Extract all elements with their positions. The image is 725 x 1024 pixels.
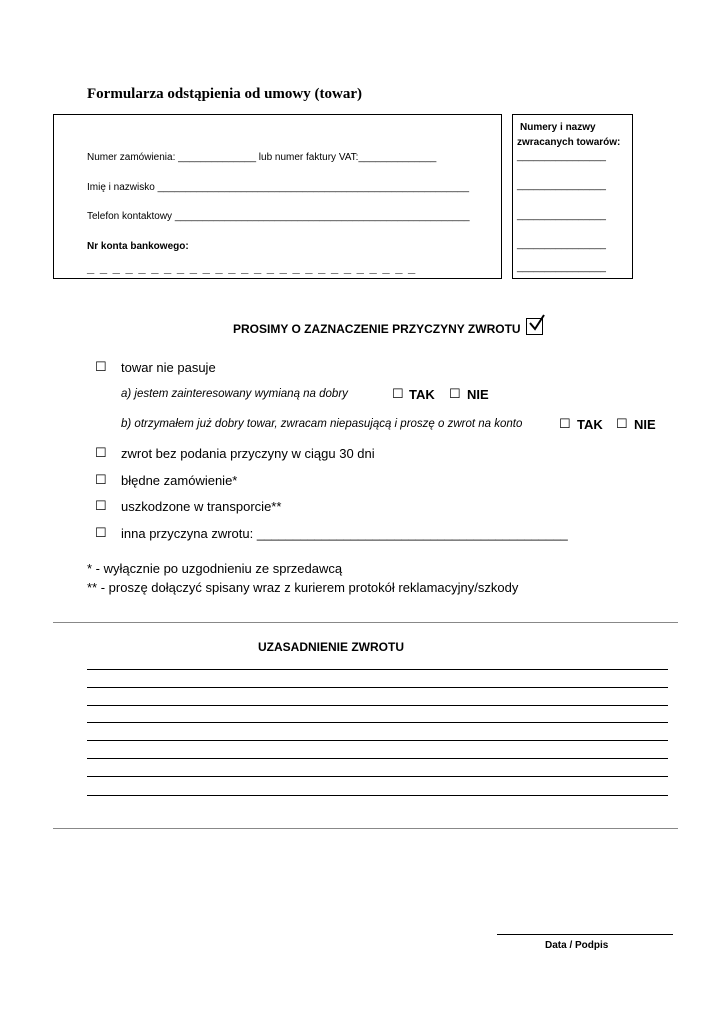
signature-label: Data / Podpis — [545, 940, 609, 951]
justification-line[interactable] — [87, 758, 668, 759]
order-number-field[interactable]: Numer zamówienia: ______________ lub numer faktury VAT:______________ — [87, 152, 437, 163]
divider — [53, 828, 678, 829]
form-title: Formularza odstąpienia od umowy (towar) — [87, 86, 362, 102]
justification-line[interactable] — [87, 722, 668, 723]
signature-line[interactable] — [497, 934, 673, 935]
bank-account-label: Nr konta bankowego: — [87, 241, 189, 252]
justification-heading: UZASADNIENIE ZWROTU — [258, 640, 404, 654]
checkbox-refund-yes[interactable]: ☐ — [559, 416, 571, 431]
divider — [53, 622, 678, 623]
reasons-heading — [233, 318, 543, 336]
customer-info-box — [53, 114, 502, 279]
reason-damaged: uszkodzone w transporcie** — [121, 499, 282, 514]
justification-line[interactable] — [87, 687, 668, 688]
bank-account-field[interactable]: _ _ _ _ _ _ _ _ _ _ _ _ _ _ _ _ _ _ _ _ _ _ _ _ _ _ — [87, 260, 417, 275]
returned-item-line[interactable]: ________________ — [517, 210, 606, 221]
refund-no-label: NIE — [634, 417, 656, 432]
justification-line[interactable] — [87, 740, 668, 741]
checkbox-not-fitting[interactable]: ☐ — [95, 359, 107, 374]
reason-no-reason: zwrot bez podania przyczyny w ciągu 30 dni — [121, 446, 375, 461]
returned-item-line[interactable]: ________________ — [517, 151, 606, 162]
phone-field[interactable]: Telefon kontaktowy _____________________________________________________ — [87, 211, 470, 222]
reasons-heading-text: PROSIMY O ZAZNACZENIE PRZYCZYNY ZWROTU — [233, 322, 521, 336]
checkbox-no-reason[interactable]: ☐ — [95, 445, 107, 460]
footnote-2: ** - proszę dołączyć spisany wraz z kurierem protokół reklamacyjny/szkody — [87, 580, 519, 595]
justification-line[interactable] — [87, 795, 668, 796]
justification-line[interactable] — [87, 669, 668, 670]
reason-exchange: a) jestem zainteresowany wymianą na dobry — [121, 388, 348, 400]
checkbox-other[interactable]: ☐ — [95, 525, 107, 540]
justification-line[interactable] — [87, 705, 668, 706]
checkbox-refund-no[interactable]: ☐ — [616, 416, 628, 431]
exchange-yes-label: TAK — [409, 387, 435, 402]
checked-box-icon — [526, 318, 543, 335]
reason-not-fitting: towar nie pasuje — [121, 360, 216, 375]
checkbox-wrong-order[interactable]: ☐ — [95, 472, 107, 487]
full-name-field[interactable]: Imię i nazwisko ________________________________________________________ — [87, 182, 470, 193]
exchange-no-label: NIE — [467, 387, 489, 402]
checkbox-damaged[interactable]: ☐ — [95, 498, 107, 513]
checkbox-exchange-no[interactable]: ☐ — [449, 386, 461, 401]
reason-other[interactable]: inna przyczyna zwrotu: ___________________________________________ — [121, 526, 568, 541]
justification-line[interactable] — [87, 776, 668, 777]
returned-item-line[interactable]: ________________ — [517, 239, 606, 250]
reason-refund: b) otrzymałem już dobry towar, zwracam niepasującą i proszę o zwrot na konto — [121, 418, 523, 430]
returned-item-line[interactable]: ________________ — [517, 262, 606, 273]
footnote-1: * - wyłącznie po uzgodnieniu ze sprzedawcą — [87, 561, 343, 576]
checkbox-exchange-yes[interactable]: ☐ — [392, 386, 404, 401]
returned-item-line[interactable]: ________________ — [517, 180, 606, 191]
returned-items-heading-2: zwracanych towarów: — [517, 137, 621, 148]
refund-yes-label: TAK — [577, 417, 603, 432]
reason-wrong-order: błędne zamówienie* — [121, 473, 238, 488]
returned-items-heading-1: Numery i nazwy — [520, 122, 596, 133]
